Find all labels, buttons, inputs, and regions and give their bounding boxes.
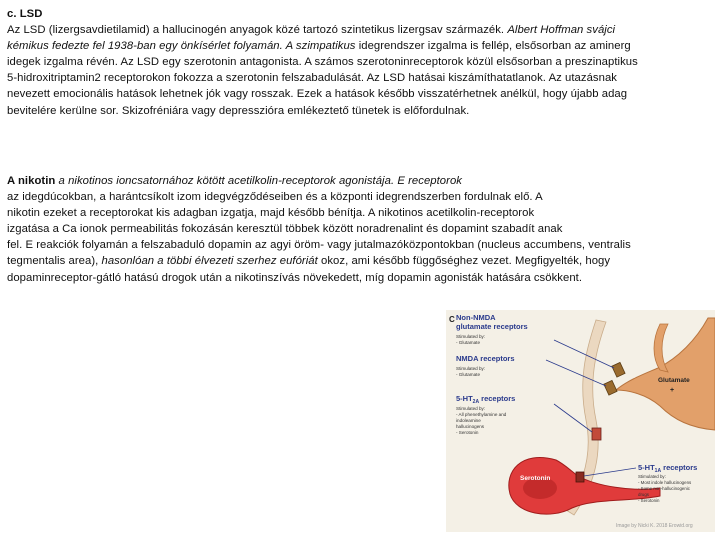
nikotin-section (7, 173, 713, 286)
lsd-line-3: idegek izgalma révén. Az LSD egy szerotonin antagonista. A számos szerotoninreceptorok közül elsősorban a preszinaptikus (7, 56, 638, 69)
plus-sign: + (670, 387, 675, 394)
lsd-line-2b: idegrendszer izgalma is fellép, elsősorban az aminerg (355, 40, 631, 53)
ht1a-title-a: 5-HT (638, 463, 655, 472)
lsd-line-5: nevezett emocionális hatások lehetnek jók vagy rosszak. Ezek a hatások később visszatérhetnek anélkül, hogy újabb adag (7, 88, 628, 101)
ht2a-stim-4: - Serotonin (456, 430, 479, 435)
lsd-line-6: bevitelére kerülne sor. Skizofréniára vagy depresszióra emlékeztető tünetek is előfordulnak. (7, 104, 470, 117)
ht1a-receptor (576, 472, 584, 482)
ht2a-title-a: 5-HT (456, 394, 473, 403)
nmda-receptor (604, 380, 617, 395)
ht1a-title-sub: 1A (654, 468, 662, 474)
nik-line-4: izgatása a Ca ionok permeabilitás fokozásán keresztül többek között noradrenalint és dopamint szabadít anak (7, 223, 563, 236)
lsd-line-2a: kémikus fedezte fel 1938-ban egy önkísérlet folyamán. A szimpatikus (7, 40, 356, 53)
receptor-diagram (446, 310, 715, 532)
panel-letter: C (449, 315, 455, 324)
ht2a-title (456, 394, 515, 405)
nik-line-6b: hasonlóan a többi élvezeti szerhez eufóriát (98, 255, 318, 268)
nonnmda-title-1: Non-NMDA (456, 313, 496, 322)
nik-line-1b: a nikotinos ioncsatornához kötött acetilkolin-receptorok agonistája. E receptorok (55, 175, 462, 187)
nonnmda-stim-1: - Glutamate (456, 340, 480, 345)
nik-line-6 (7, 253, 713, 269)
ht1a-stim-4: - Serotonin (638, 498, 660, 503)
ht2a-stim-1: - All phenethylamine and (456, 412, 507, 417)
nonnmda-receptor (612, 362, 625, 377)
ht2a-stim-2: indoleamine (456, 418, 481, 423)
nonnmda-title-2: glutamate receptors (456, 322, 528, 331)
nik-line-2: az idegdúcokban, a harántcsíkolt izom idegvégződéseiben és a központi idegrendszerben fordulnak elő. A (7, 191, 543, 204)
nik-line-5: fel. E reakciók folyamán a felszabaduló dopamin az agyi öröm- vagy jutalmazóközpontokban (nucleus accumbens, ventralis (7, 239, 631, 252)
nik-term: A nikotin (7, 175, 56, 187)
nmda-stim: Stimulated by: (456, 366, 486, 371)
ht2a-title-sub: 2A (472, 399, 480, 405)
ht2a-title-end: receptors (479, 394, 516, 403)
lsd-title: c. LSD (7, 8, 43, 20)
ht1a-stim-1: - Most indole hallucinogens (638, 480, 692, 485)
nik-line-7: dopaminreceptor-gátló hatású drogok után a nikotinszívás növekedett, míg dopamin agonisták hatására csökkent. (7, 271, 583, 284)
lsd-line-1b: Albert Hoffman svájci (507, 24, 616, 37)
glutamate-label: Glutamate (658, 377, 690, 384)
lsd-line-1a: Az LSD (lizergsavdietilamid) a hallucinogén anyagok közé tartozó szintetikus lizergsav származék. (7, 24, 508, 37)
ht2a-stim-3: hallucinogens (456, 424, 485, 429)
ht1a-title-end: receptors (661, 463, 698, 472)
serotonin-label: Serotonin (520, 475, 551, 482)
ht1a-stim: Stimulated by: (638, 474, 666, 479)
lsd-line-4: 5-hidroxitriptamin2 receptorokon fokozza a szerotonin felszabadulását. Az LSD hatásai kiszámíthatatlanok. Az utazásnak (7, 72, 617, 85)
ht1a-stim-2: - Some non-hallucinogenic (638, 486, 690, 491)
receptor-figure (446, 310, 715, 532)
presynaptic-neuron (616, 318, 715, 430)
nik-line-3: nikotin ezeket a receptorokat kis adagban izgatja, majd később bénítja. A nikotinos acetilkolin-receptorok (7, 207, 535, 220)
nmda-title: NMDA receptors (456, 354, 515, 363)
ht2a-stim: Stimulated by: (456, 406, 486, 411)
ht1a-stim-3: drugs (638, 492, 649, 497)
nmda-stim-1: - Glutamate (456, 372, 480, 377)
lsd-line-1 (7, 22, 713, 38)
lsd-line-2 (7, 38, 713, 54)
nmda-pointer (546, 360, 606, 386)
ht1a-title (638, 463, 697, 474)
nik-line-1 (7, 173, 713, 189)
ht2a-receptor (592, 428, 601, 440)
image-credit: Image by Nicki K. 2018 Erowid.org (616, 523, 693, 529)
lsd-section (7, 6, 713, 119)
nik-line-6a: tegmentalis area), (7, 255, 99, 268)
nik-line-6c: okoz, ami később függőséghez vezet. Megfigyelték, hogy (317, 255, 611, 268)
nonnmda-pointer (554, 340, 614, 368)
nonnmda-stim: Stimulated by: (456, 334, 486, 339)
